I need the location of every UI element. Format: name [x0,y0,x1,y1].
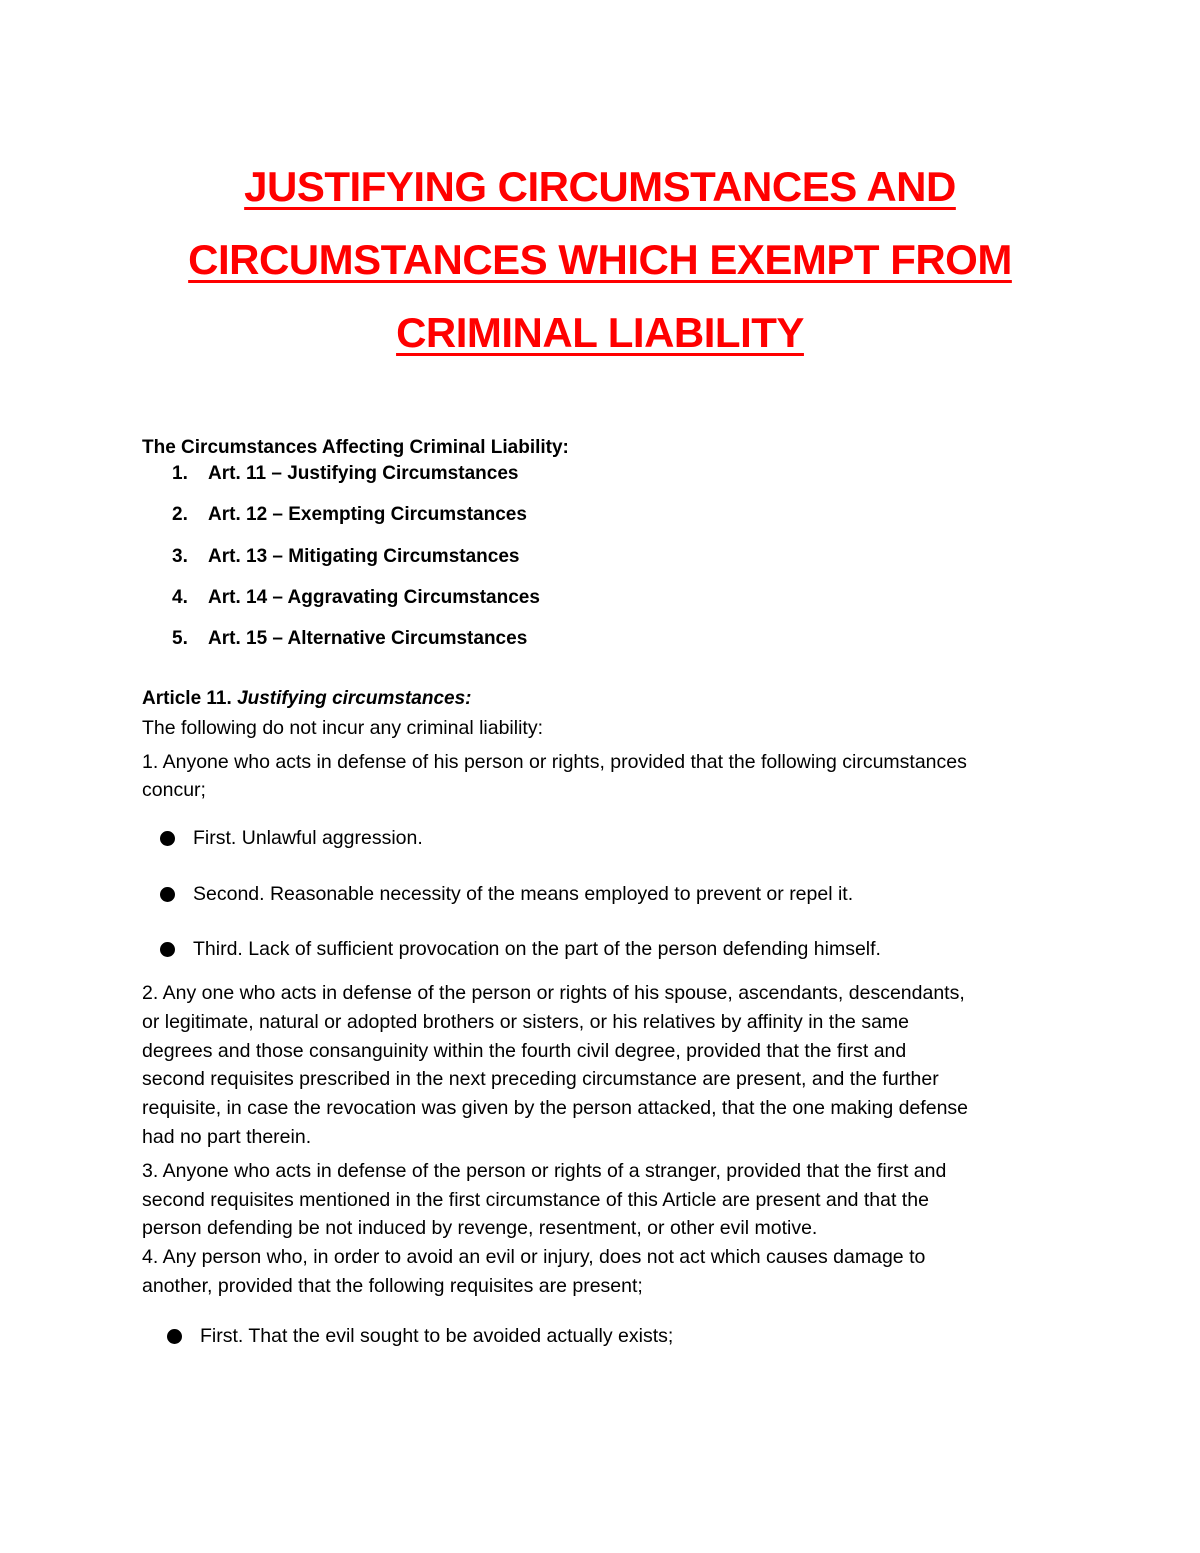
bullet-item: Third. Lack of sufficient provocation on the part of the person defending himself. [193,938,881,960]
bullet-icon [160,831,175,846]
list-item-number: 1. [172,463,188,484]
list-item-label: Art. 15 – Alternative Circumstances [208,628,528,649]
list-item-number: 2. [172,504,188,525]
article-11-intro: The following do not incur any criminal liability: [142,717,544,739]
bullet-item: Second. Reasonable necessity of the means employed to prevent or repel it. [193,883,854,905]
paragraph-2-line: had no part therein. [142,1126,312,1148]
title-line-1: JUSTIFYING CIRCUMSTANCES AND [244,163,956,210]
intro-heading: The Circumstances Affecting Criminal Liability: [142,437,569,458]
title-line-2: CIRCUMSTANCES WHICH EXEMPT FROM [188,236,1012,283]
bullet-item: First. Unlawful aggression. [193,827,423,849]
paragraph-2-line: requisite, in case the revocation was given by the person attacked, that the one making defense [142,1097,969,1119]
document-title [100,150,1100,369]
paragraph-3-line: 3. Anyone who acts in defense of the person or rights of a stranger, provided that the first and [142,1160,947,1182]
bullet-icon [160,887,175,902]
paragraph-2-line: degrees and those consanguinity within the fourth civil degree, provided that the first and [142,1040,907,1062]
bullet-icon [160,942,175,957]
article-11-heading [142,685,471,713]
paragraph-1-line: concur; [142,779,206,801]
paragraph-3-line: person defending be not induced by revenge, resentment, or other evil motive. [142,1217,818,1239]
list-item-label: Art. 11 – Justifying Circumstances [208,463,519,484]
list-item-number: 4. [172,587,188,608]
bullet-icon [167,1329,182,1344]
paragraph-2-line: second requisites prescribed in the next preceding circumstance are present, and the further [142,1068,939,1090]
list-item-label: Art. 14 – Aggravating Circumstances [208,587,540,608]
title-line-3: CRIMINAL LIABILITY [396,309,804,356]
list-item-number: 5. [172,628,188,649]
paragraph-3-line: second requisites mentioned in the first circumstance of this Article are present and that the [142,1189,929,1211]
article-11-title: Justifying circumstances: [237,688,472,709]
paragraph-1-line: 1. Anyone who acts in defense of his person or rights, provided that the following circumstances [142,751,967,773]
paragraph-2-line: or legitimate, natural or adopted brothers or sisters, or his relatives by affinity in the same [142,1011,910,1033]
list-item-number: 3. [172,546,188,567]
paragraph-2-line: 2. Any one who acts in defense of the person or rights of his spouse, ascendants, descendants, [142,982,965,1004]
article-11-number: Article 11. [142,688,232,709]
list-item-label: Art. 13 – Mitigating Circumstances [208,546,520,567]
list-item-label: Art. 12 – Exempting Circumstances [208,504,527,525]
bullet-item: First. That the evil sought to be avoided actually exists; [200,1325,674,1347]
paragraph-4-line: another, provided that the following requisites are present; [142,1275,643,1297]
paragraph-4-line: 4. Any person who, in order to avoid an evil or injury, does not act which causes damage to [142,1246,926,1268]
